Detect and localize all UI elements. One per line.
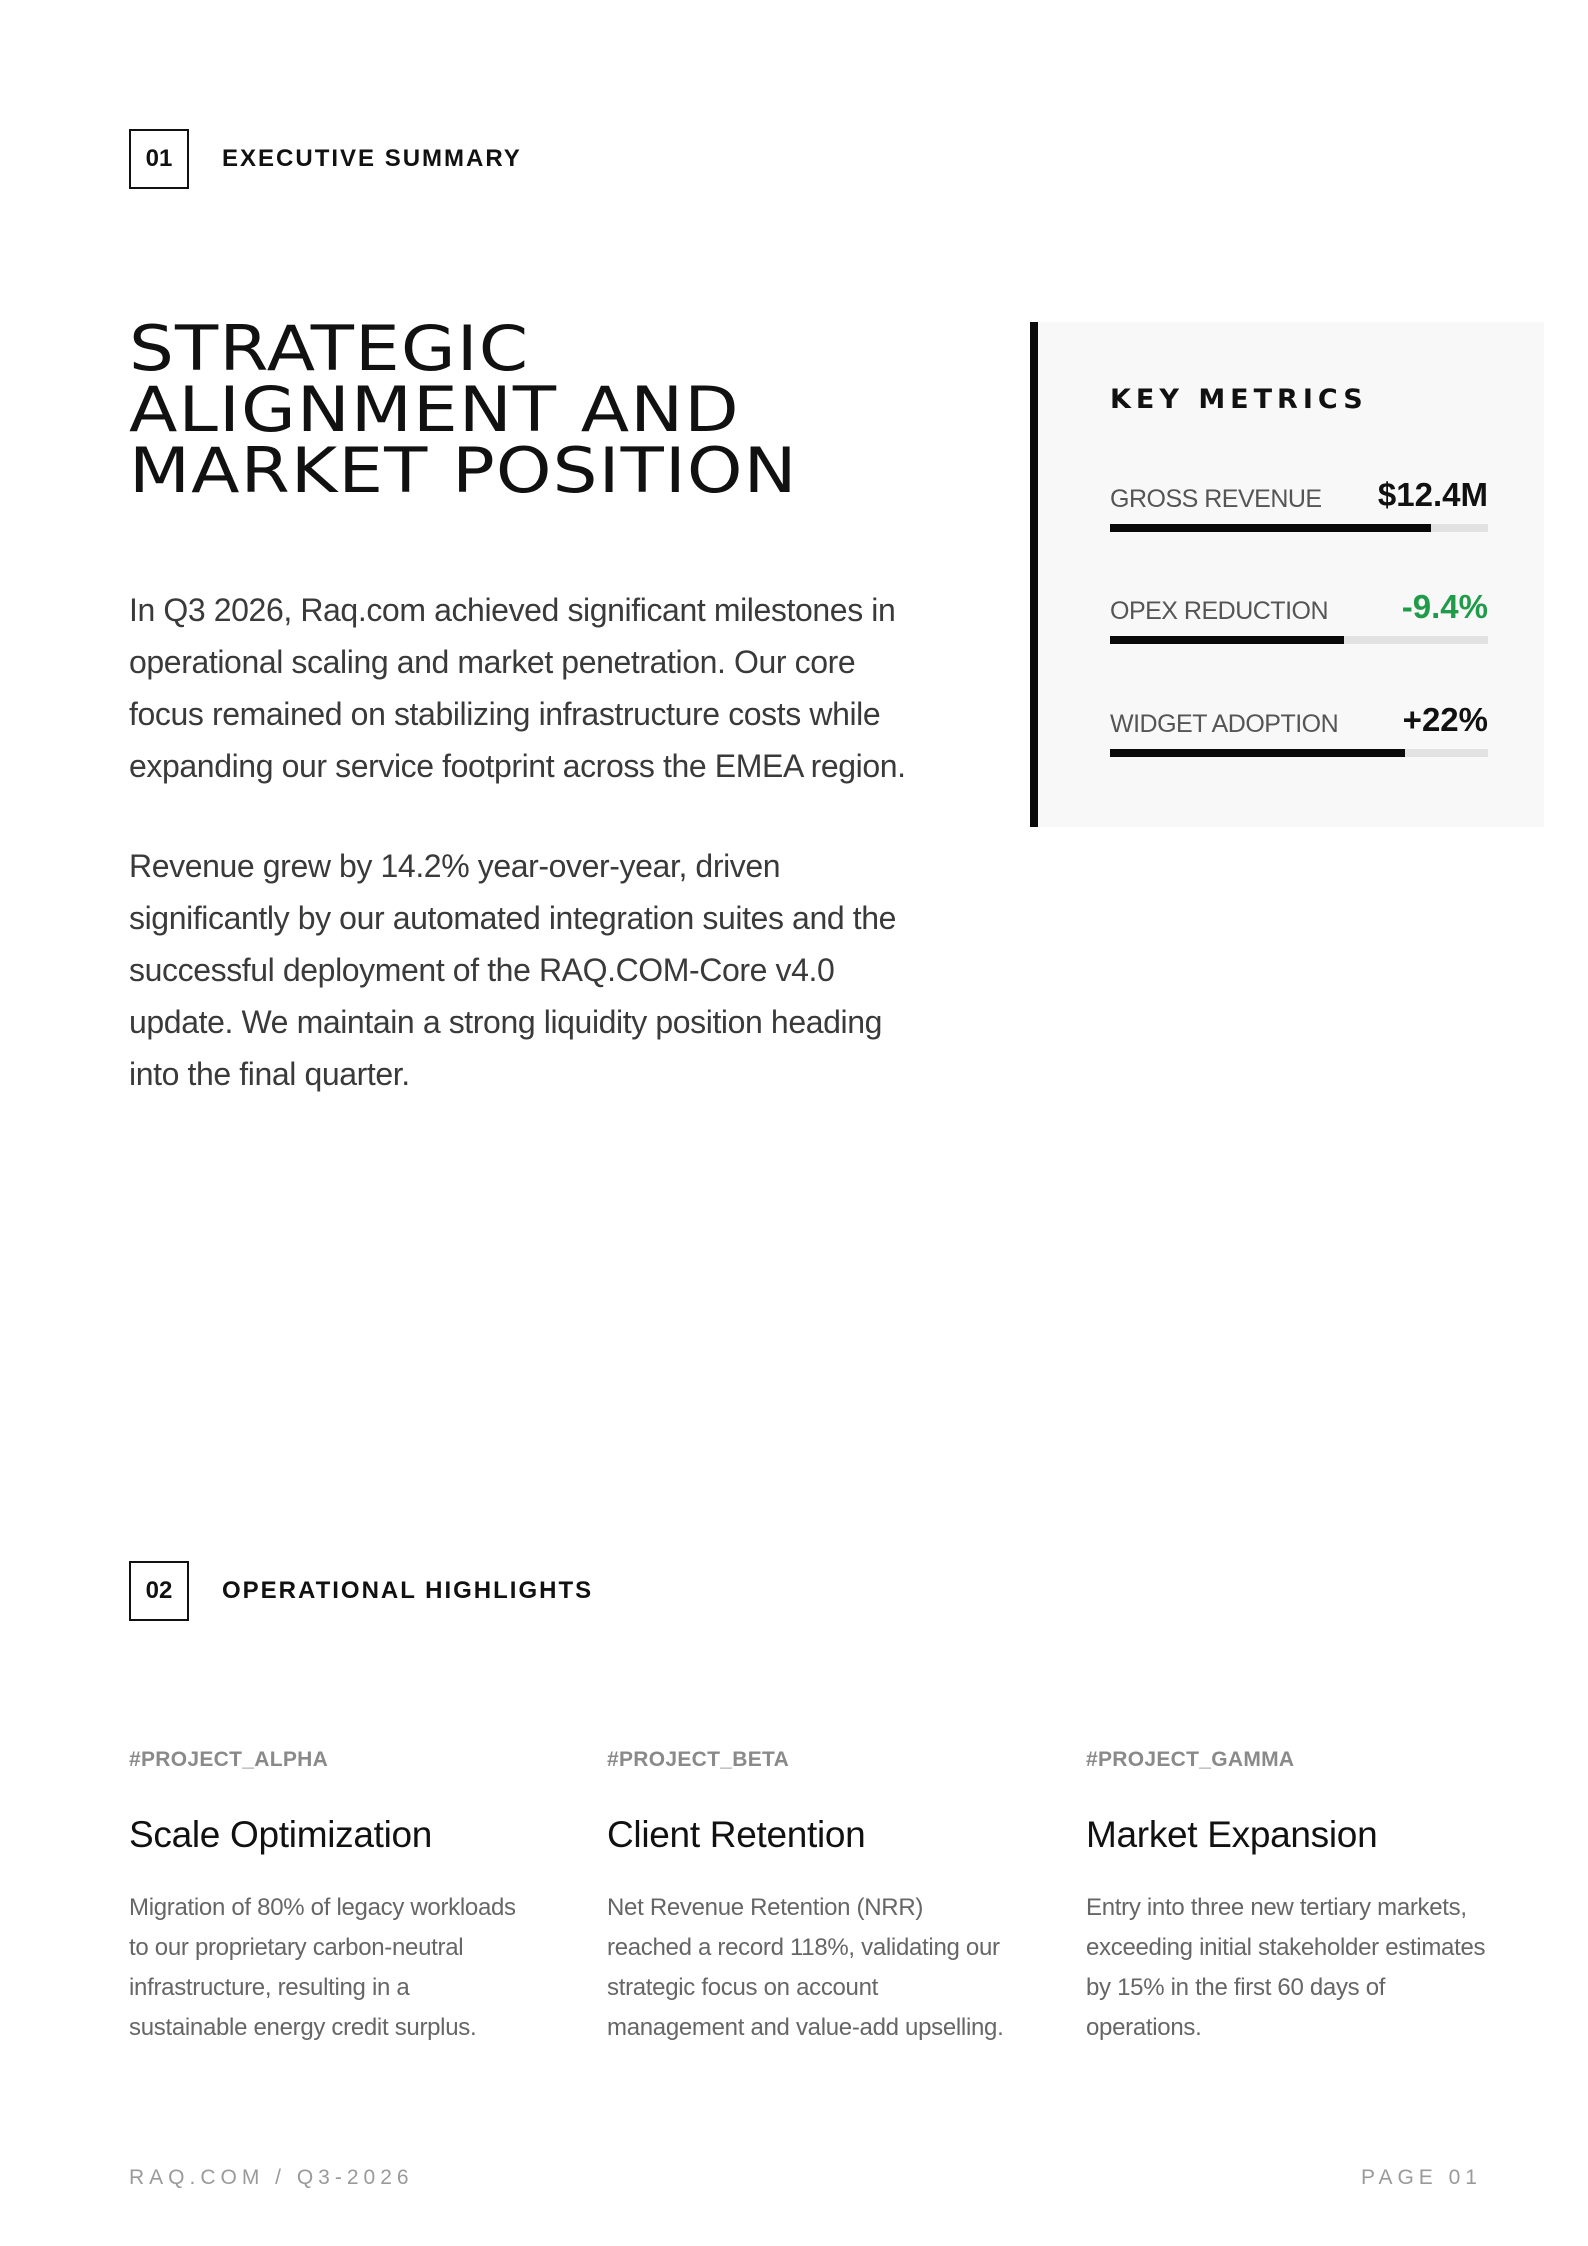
metric-widget-adoption	[1110, 701, 1488, 757]
section-header-executive-summary	[129, 129, 522, 189]
card-body: Entry into three new tertiary markets, exceeding initial stakeholder estimates by 15% in the first 60 days of operations.	[1086, 1894, 1486, 2041]
card-body: Net Revenue Retention (NRR) reached a record 118%, validating our strategic focus on account management and value-add upselling.	[607, 1894, 1004, 2041]
headline-line-1: STRATEGIC	[129, 312, 530, 385]
card-title: Market Expansion	[1086, 1814, 1378, 1855]
metric-value: $12.4M	[1377, 476, 1488, 513]
card-title: Scale Optimization	[129, 1814, 433, 1855]
headline-line-2: ALIGNMENT AND	[129, 373, 740, 446]
metric-label: WIDGET ADOPTION	[1110, 710, 1339, 738]
highlight-card-beta	[607, 1748, 1007, 2048]
project-tag: #PROJECT_GAMMA	[1086, 1748, 1295, 1771]
card-title: Client Retention	[607, 1814, 866, 1855]
highlight-card-gamma	[1086, 1748, 1486, 2048]
key-metrics-title: KEY METRICS	[1110, 384, 1368, 415]
intro-text	[129, 584, 909, 1148]
headline-line-3: MARKET POSITION	[129, 434, 798, 507]
metric-label: OPEX REDUCTION	[1110, 597, 1329, 625]
page-headline	[129, 312, 1064, 507]
section-label: EXECUTIVE SUMMARY	[222, 145, 522, 172]
metric-value: -9.4%	[1401, 588, 1488, 625]
progress-bar	[1110, 524, 1488, 532]
footer-doc-id: RAQ.COM / Q3-2026	[129, 2166, 414, 2189]
progress-bar-fill	[1110, 524, 1431, 532]
intro-paragraph-2: Revenue grew by 14.2% year-over-year, driven significantly by our automated integration suites and the successful deployment of the RAQ.COM-Core v4.0 update. We maintain a strong liquidity position heading into the final quarter.	[129, 848, 897, 1092]
section-number: 01	[129, 129, 189, 189]
intro-paragraph-1: In Q3 2026, Raq.com achieved significant milestones in operational scaling and market penetration. Our core focus remained on stabilizing infrastructure costs while expanding our service footprint across the EMEA region.	[129, 592, 906, 784]
key-metrics-card	[1030, 322, 1544, 827]
progress-bar-fill	[1110, 749, 1405, 757]
metric-value: +22%	[1402, 701, 1488, 738]
progress-bar-fill	[1110, 636, 1344, 644]
metric-gross-revenue	[1110, 476, 1488, 532]
progress-bar	[1110, 636, 1488, 644]
card-body: Migration of 80% of legacy workloads to our proprietary carbon-neutral infrastructure, resulting in a sustainable energy credit surplus.	[129, 1894, 516, 2041]
section-header-operational-highlights	[129, 1561, 593, 1621]
project-tag: #PROJECT_BETA	[607, 1748, 790, 1771]
footer-page-number: PAGE 01	[1361, 2166, 1482, 2189]
metric-opex-reduction	[1110, 588, 1488, 644]
section-number: 02	[129, 1561, 189, 1621]
project-tag: #PROJECT_ALPHA	[129, 1748, 329, 1771]
highlight-card-alpha	[129, 1748, 529, 2048]
metric-label: GROSS REVENUE	[1110, 485, 1322, 513]
section-label: OPERATIONAL HIGHLIGHTS	[222, 1577, 594, 1604]
progress-bar	[1110, 749, 1488, 757]
